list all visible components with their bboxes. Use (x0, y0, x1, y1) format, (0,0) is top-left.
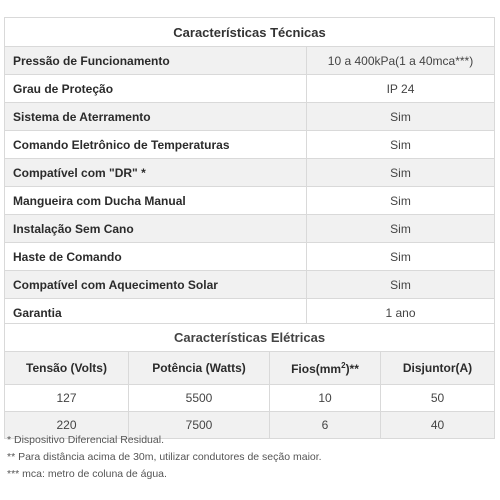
row-label: Instalação Sem Cano (5, 215, 307, 243)
table-row (5, 75, 495, 103)
row-value: Sim (307, 243, 495, 271)
cell-disjuntor: 40 (381, 412, 495, 439)
column-header-potencia: Potência (Watts) (129, 352, 270, 385)
table-row (5, 271, 495, 299)
cell-fios: 6 (270, 412, 381, 439)
table-row (5, 243, 495, 271)
footnotes (7, 432, 322, 483)
row-value: 1 ano (307, 299, 495, 327)
table-row (5, 159, 495, 187)
cell-potencia: 7500 (129, 412, 270, 439)
footnote: * Dispositivo Diferencial Residual. (7, 434, 164, 446)
row-value: Sim (307, 131, 495, 159)
row-label: Sistema de Aterramento (5, 103, 307, 131)
row-label: Haste de Comando (5, 243, 307, 271)
table-row (5, 187, 495, 215)
cell-tensao: 127 (5, 385, 129, 412)
fios-header-prefix: Fios(mm (291, 361, 342, 376)
header-row (5, 352, 495, 385)
row-label: Mangueira com Ducha Manual (5, 187, 307, 215)
row-value: Sim (307, 103, 495, 131)
row-value: Sim (307, 187, 495, 215)
table-row (5, 215, 495, 243)
electrical-specs-title: Características Elétricas (5, 324, 495, 352)
cell-disjuntor: 50 (381, 385, 495, 412)
row-value: IP 24 (307, 75, 495, 103)
row-value: Sim (307, 215, 495, 243)
table-row (5, 47, 495, 75)
technical-specs-title: Características Técnicas (5, 18, 495, 47)
row-value: Sim (307, 271, 495, 299)
row-value: 10 a 400kPa(1 a 40mca***) (307, 47, 495, 75)
column-header-disjuntor: Disjuntor(A) (381, 352, 495, 385)
fios-header-suffix: )** (345, 361, 359, 376)
table-row (5, 103, 495, 131)
footnote: *** mca: metro de coluna de água. (7, 468, 167, 480)
footnote: ** Para distância acima de 30m, utilizar condutores de seção maior. (7, 451, 322, 463)
row-label: Compatível com Aquecimento Solar (5, 271, 307, 299)
row-label: Garantia (5, 299, 307, 327)
row-value: Sim (307, 159, 495, 187)
technical-specs-table (4, 17, 495, 327)
fios-header-superscript: 2 (341, 360, 346, 370)
table-row (5, 131, 495, 159)
cell-fios: 10 (270, 385, 381, 412)
column-header-tensao: Tensão (Volts) (5, 352, 129, 385)
cell-tensao: 220 (5, 412, 129, 439)
row-label: Comando Eletrônico de Temperaturas (5, 131, 307, 159)
column-header-fios (270, 352, 381, 385)
row-label: Pressão de Funcionamento (5, 47, 307, 75)
cell-potencia: 5500 (129, 385, 270, 412)
electrical-specs-table (4, 323, 495, 439)
row-label: Compatível com "DR" * (5, 159, 307, 187)
table-row (5, 385, 495, 412)
row-label: Grau de Proteção (5, 75, 307, 103)
